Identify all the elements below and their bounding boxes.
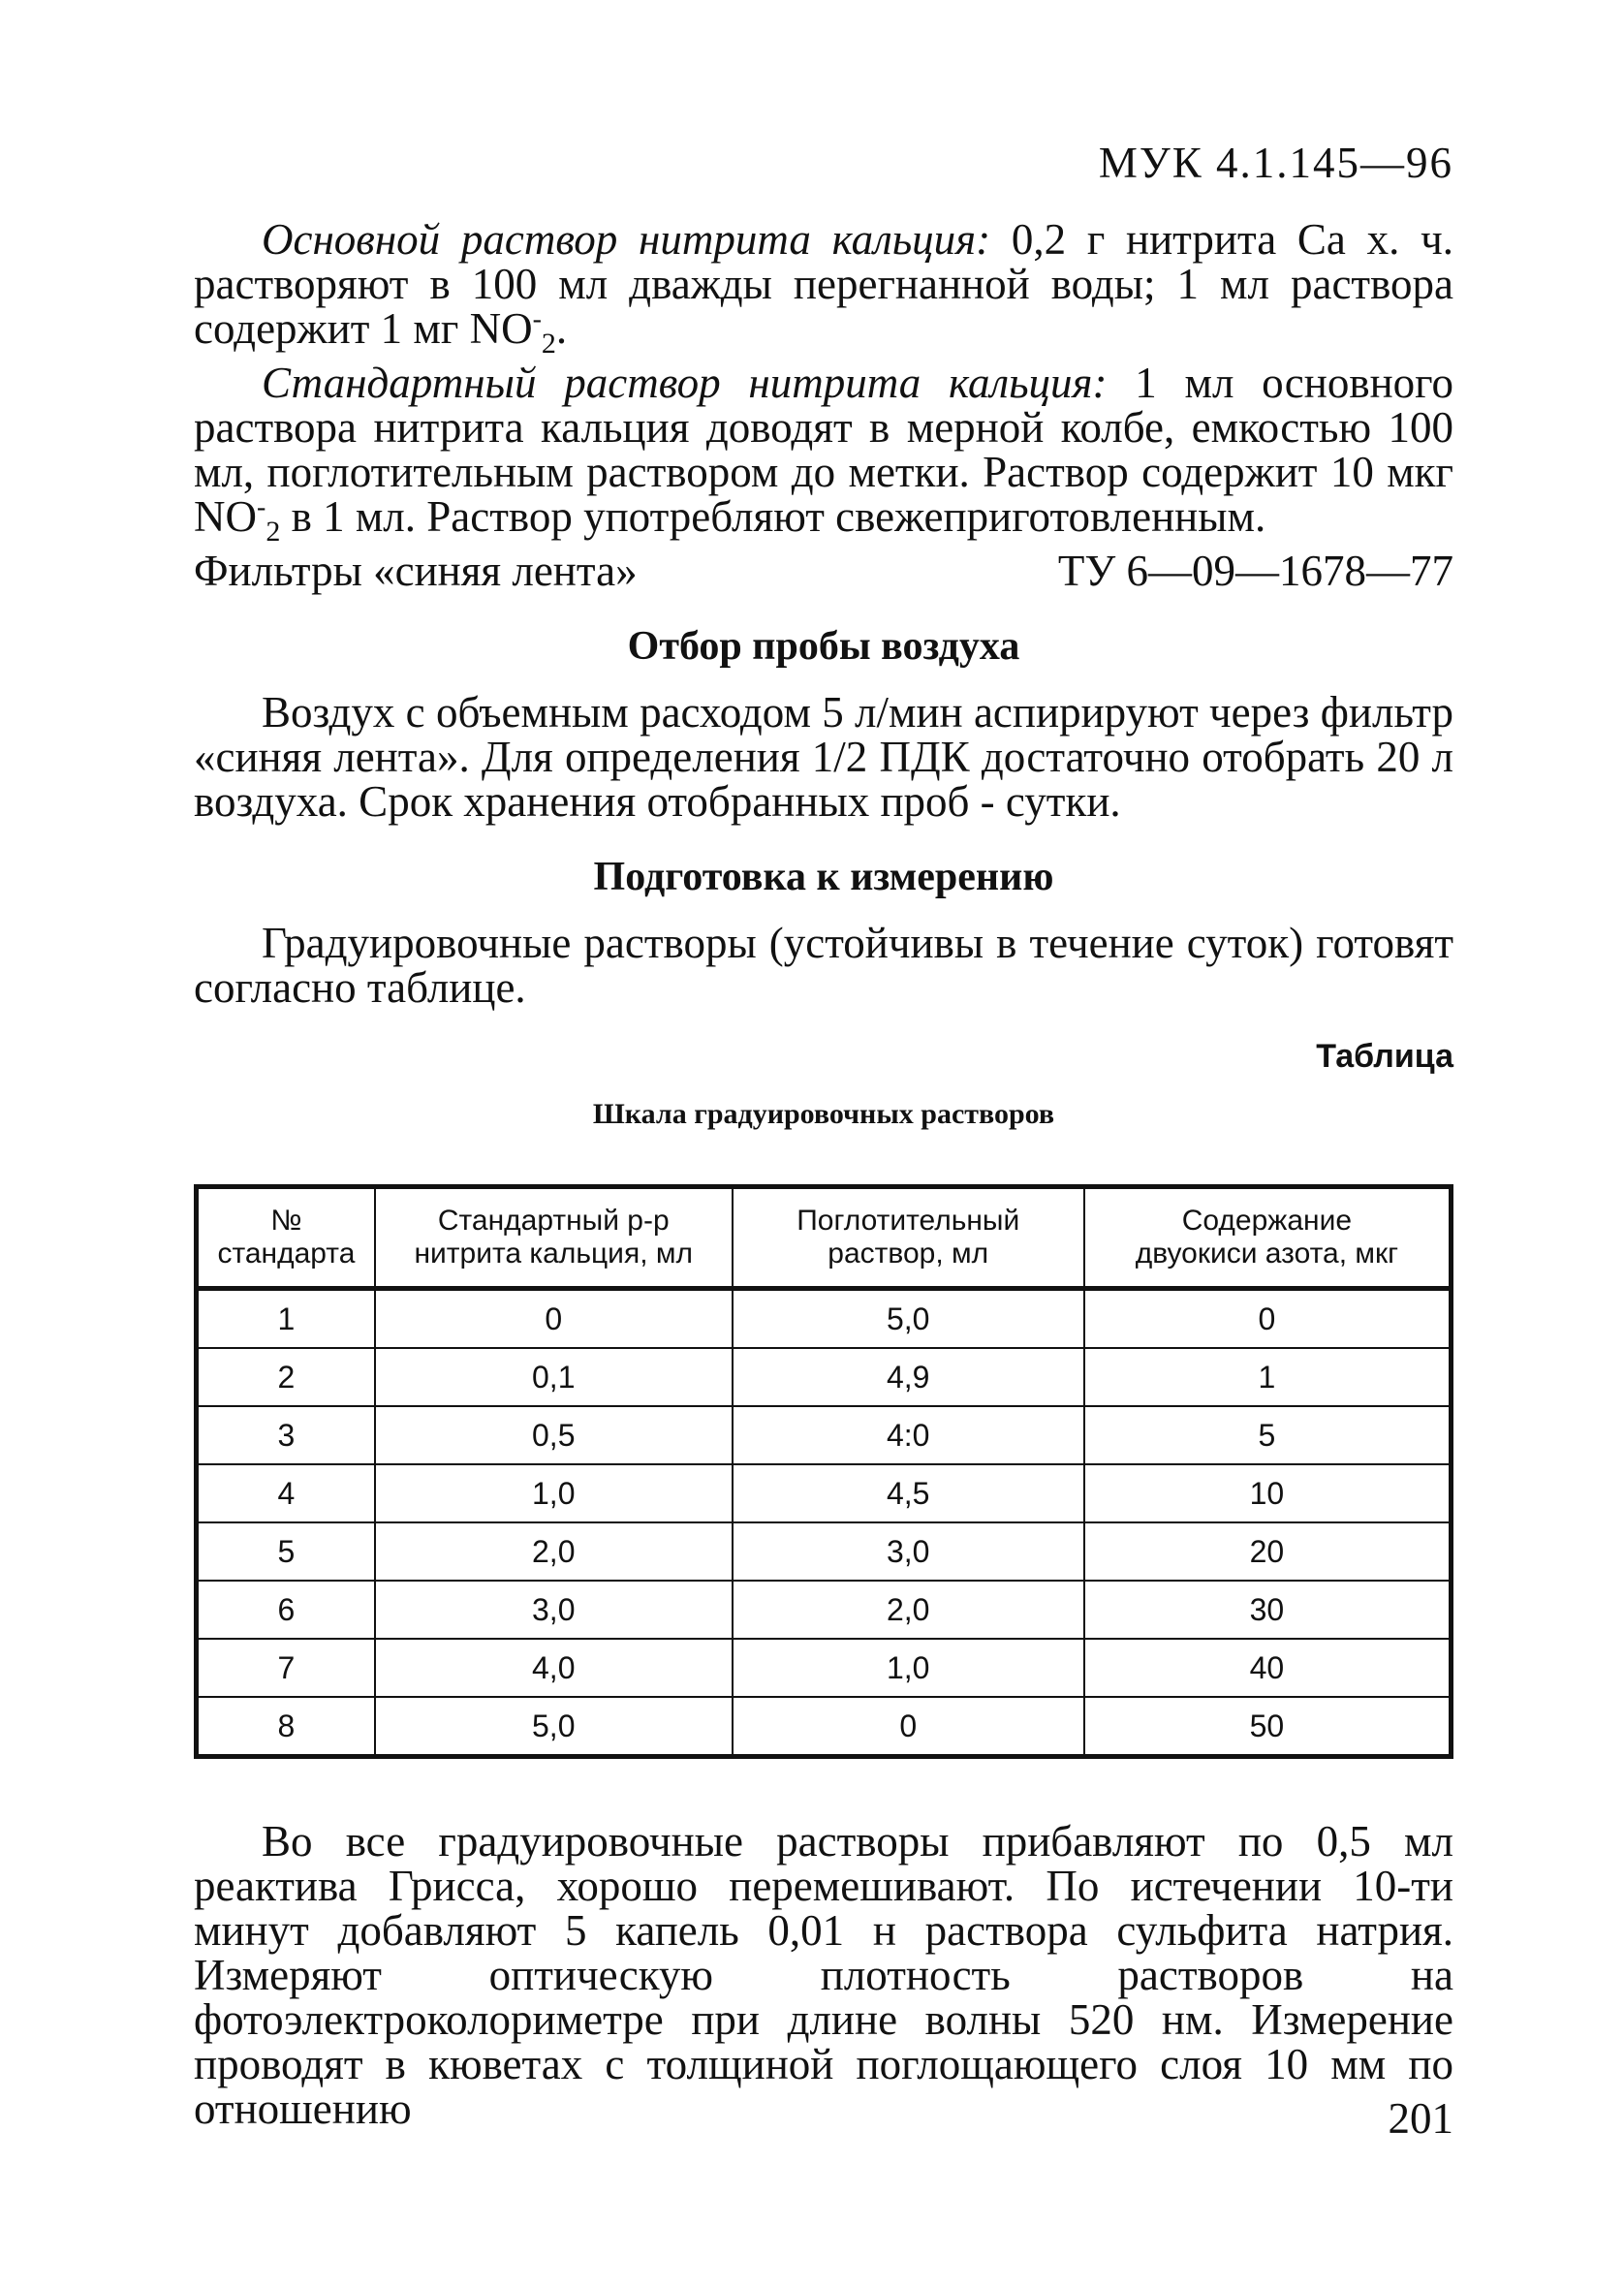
filters-spec: ТУ 6—09—1678—77	[1057, 547, 1453, 595]
table-cell: 50	[1084, 1697, 1452, 1757]
header-standard-solution	[375, 1187, 733, 1289]
calibration-table	[194, 1184, 1453, 1759]
table-label: Таблица	[1316, 1038, 1453, 1075]
table-cell: 8	[197, 1697, 375, 1757]
table-row	[197, 1406, 1452, 1464]
table-cell: 4	[197, 1464, 375, 1522]
header-line: стандарта	[217, 1238, 356, 1270]
table-cell: 4,0	[375, 1639, 733, 1697]
table-cell: 2	[197, 1348, 375, 1406]
table-cell: 3,0	[375, 1581, 733, 1639]
table-cell: 5	[197, 1522, 375, 1581]
table-row	[197, 1581, 1452, 1639]
section-title-preparation: Подготовка к измерению	[593, 855, 1054, 899]
table-row	[197, 1639, 1452, 1697]
header-nitrogen-dioxide	[1084, 1187, 1452, 1289]
table-cell: 5,0	[733, 1289, 1084, 1349]
header-standard-number	[197, 1187, 375, 1289]
table-cell: 1	[197, 1289, 375, 1349]
standard-solution-lead: Стандартный раствор нитрита кальция:	[262, 359, 1108, 407]
table-cell: 0	[1084, 1289, 1452, 1349]
table-cell: 1	[1084, 1348, 1452, 1406]
table-cell: 4,9	[733, 1348, 1084, 1406]
table-row	[197, 1522, 1452, 1581]
stock-solution-lead: Основной раствор нитрита кальция:	[262, 215, 991, 264]
header-absorbing-solution	[733, 1187, 1084, 1289]
header-line: раствор, мл	[828, 1238, 989, 1270]
stock-solution-end: .	[555, 304, 568, 353]
table-cell: 0,5	[375, 1406, 733, 1464]
table-row	[197, 1289, 1452, 1349]
standard-solution-end: в 1 мл. Раствор употребляют свежеприготовленным.	[280, 492, 1266, 541]
filters-line	[194, 549, 1453, 593]
section-title-sampling: Отбор пробы воздуха	[627, 624, 1020, 669]
table-row	[197, 1697, 1452, 1757]
superscript-minus: -	[532, 304, 542, 334]
table-cell: 7	[197, 1639, 375, 1697]
header-line: Стандартный р-р	[437, 1205, 670, 1237]
page-number: 201	[1388, 2094, 1453, 2143]
paragraph-sampling: Воздух с объемным расходом 5 л/мин аспирируют через фильтр «синяя лента». Для определения 1/2 ПДК достаточно отобрать 20 л воздуха. Срок хранения отобранных проб - сутки.	[194, 688, 1453, 826]
paragraph-preparation: Градуировочные растворы (устойчивы в течение суток) готовят согласно таблице.	[194, 919, 1453, 1012]
document-page	[194, 136, 1453, 2131]
filters-name: Фильтры «синяя лента»	[194, 547, 638, 595]
table-cell: 2,0	[375, 1522, 733, 1581]
stock-solution-text: 0,2 г нитрита Ca х. ч. растворяют в 100 мл дважды перегнанной воды; 1 мл раствора содержит 1 мг NO	[194, 215, 1453, 353]
table-cell: 1,0	[733, 1639, 1084, 1697]
table-cell: 0	[375, 1289, 733, 1349]
table-cell: 5,0	[375, 1697, 733, 1757]
table-cell: 1,0	[375, 1464, 733, 1522]
header-line: Поглотительный	[796, 1205, 1020, 1237]
table-cell: 0	[733, 1697, 1084, 1757]
table-cell: 10	[1084, 1464, 1452, 1522]
table-cell: 3,0	[733, 1522, 1084, 1581]
table-row	[197, 1348, 1452, 1406]
table-cell: 4,5	[733, 1464, 1084, 1522]
header-line: Содержание	[1181, 1205, 1353, 1237]
table-cell: 6	[197, 1581, 375, 1639]
table-cell: 5	[1084, 1406, 1452, 1464]
table-header-row	[197, 1187, 1452, 1289]
superscript-minus: -	[257, 492, 266, 522]
table-cell: 20	[1084, 1522, 1452, 1581]
standard-solution-text: 1 мл основного раствора нитрита кальция доводят в мерной колбе, емкостью 100 мл, поглотительным раствором до метки. Раствор содержит 10 мкг NO	[194, 359, 1453, 541]
table-cell: 40	[1084, 1639, 1452, 1697]
table-cell: 2,0	[733, 1581, 1084, 1639]
header-line: нитрита кальция, мл	[414, 1238, 693, 1270]
paragraph-measurement: Во все градуировочные растворы прибавляют по 0,5 мл реактива Грисса, хорошо перемешивают. По истечении 10-ти минут добавляют 5 капель 0,01 н раствора сульфита натрия. Измеряют оптическую плотность растворов на фотоэлектроколориметре при длине волны 520 нм. Измерение проводят в кюветах с толщиной поглощающего слоя 10 мм по отношению	[194, 1817, 1453, 2133]
table-cell: 30	[1084, 1581, 1452, 1639]
table-row	[197, 1464, 1452, 1522]
paragraph-stock-solution	[194, 215, 1453, 360]
table-cell: 4:0	[733, 1406, 1084, 1464]
document-code: МУК 4.1.145—96	[1098, 139, 1453, 187]
paragraph-standard-solution	[194, 359, 1453, 548]
table-cell: 0,1	[375, 1348, 733, 1406]
subscript-two: 2	[541, 328, 556, 360]
table-title: Шкала градуировочных растворов	[592, 1098, 1055, 1130]
table-cell: 3	[197, 1406, 375, 1464]
header-line: двуокиси азота, мкг	[1135, 1238, 1399, 1270]
subscript-two: 2	[265, 516, 281, 548]
header-line: №	[270, 1205, 302, 1237]
